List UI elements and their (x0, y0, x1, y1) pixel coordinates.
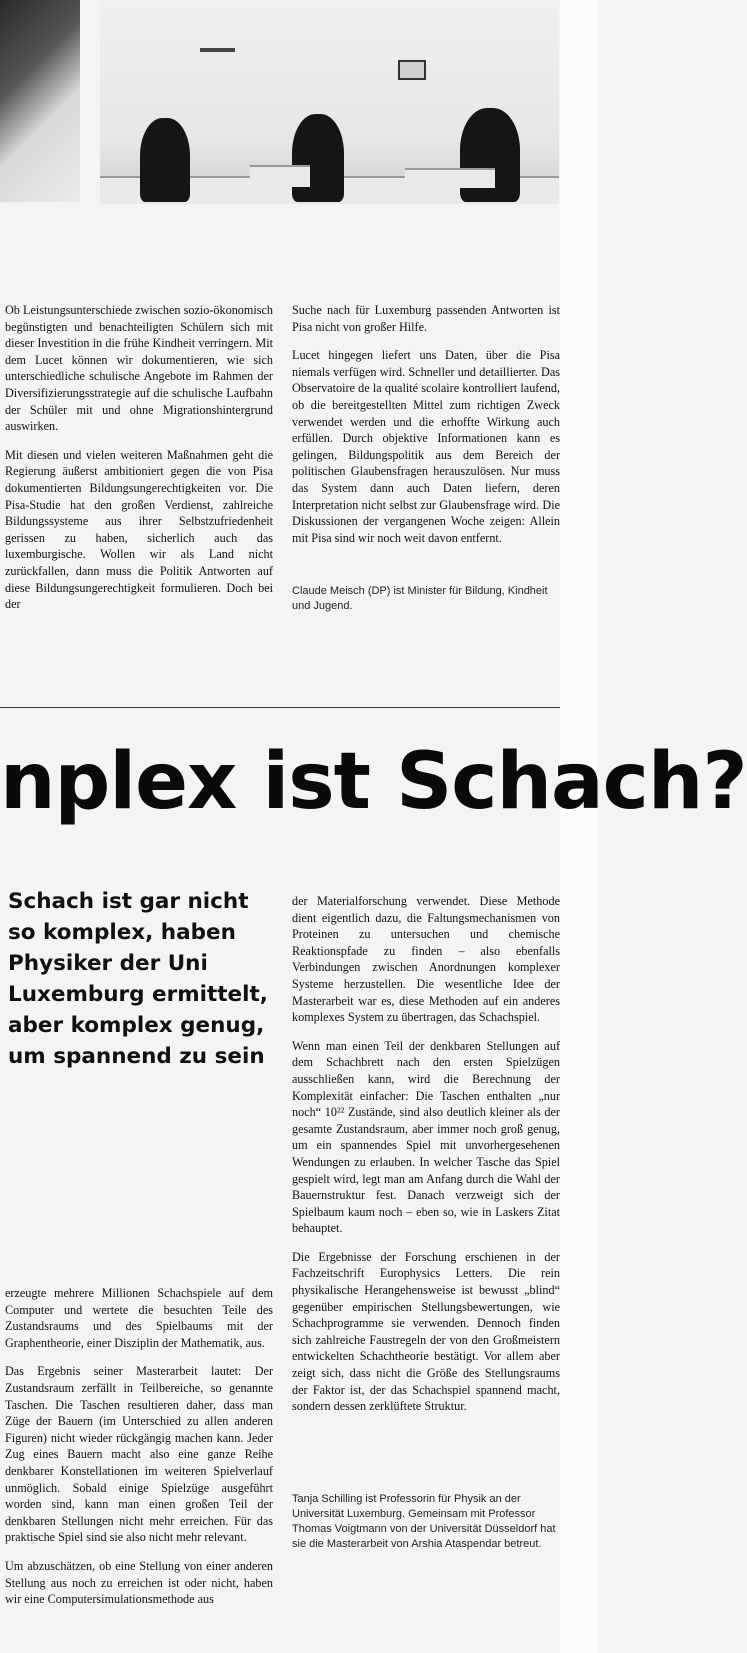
paragraph: Ob Leistungsunterschiede zwischen sozio-ökonomisch begünstigten und benachteiligten Schülern sich mit dieser Investition in die frühe Kindheit verringern. Mit dem Lucet können wir dokumentieren, wie sich unterschiedliche schulische Angebote im Rahmen der Diversifizierungsstrategie auf die schulische Laufbahn der Schüler mit und ohne Migrationshintergrund auswirken. (5, 303, 273, 434)
paragraph: Mit diesen und vielen weiteren Maßnahmen geht die Regierung äußerst ambitioniert gegen die von Pisa dokumentierten Bildungsungerechtigkeiten vor. Die Pisa-Studie hat den großen Verdienst, zahlreiche Bildungssysteme aus ihrer Selbstzufriedenheit gerissen zu haben, sicherlich auch das luxemburgische. Wollen wir als Land nicht zurückfallen, dann muss die Politik Antworten auf diese Bildungsungerechtigkeit formulieren. Doch bei der (5, 447, 273, 612)
bottom-left-column (5, 1285, 273, 1620)
top-left-column (5, 302, 273, 625)
bottom-right-column (292, 893, 560, 1427)
section-divider (0, 707, 560, 708)
paragraph: Wenn man einen Teil der denkbaren Stellungen auf dem Schachbrett nach den ersten Spielzügen ausschließen kann, wird die Berechnung der Komplexität einfacher: Die Taschen enthalten „nur noch“ 10²² Zustände, sind also deutlich kleiner als der gesamte Zustandsraum, aber immer noch groß genug, um ein spannendes Spiel mit unvorhergesehenen Wendungen zu erlauben. In welcher Tasche das Spiel gespielt wird, legt man am Anfang durch die Wahl der Bauernstruktur fest. Danach verzweigt sich der Spielbaum kaum noch – eben so, wie in Laskers Zitat behauptet. (292, 1038, 560, 1236)
classroom-photo (100, 0, 559, 202)
wall-sign (398, 60, 426, 80)
article-lead: Schach ist gar nicht so komplex, haben Physiker der Uni Luxemburg ermittelt, aber komplex genug, um spannend zu sein (8, 889, 268, 1069)
article-headline: nplex ist Schach? (0, 737, 747, 827)
top-right-column (292, 302, 560, 558)
paragraph: erzeugte mehrere Millionen Schachspiele auf dem Computer und wertete die besuchten Teile des Zustandsraums und des Spielbaums mit der Graphentheorie, einer Disziplin der Mathematik, aus. (5, 1286, 273, 1350)
paragraph: Lucet hingegen liefert uns Daten, über die Pisa niemals verfügen wird. Schneller und detaillierter. Das Observatoire de la qualité scolaire kontrolliert laufend, ob die bereitgestellten Mittel zum richtigen Zweck verwendet werden und die erhoffte Wirkung auch erfüllen. Durch objektive Informationen kann es gelingen, Bildungspolitik aus dem Bereich der politischen Glaubensfragen herauszulösen. Nur muss das System dann auch Daten liefern, deren Interpretation nicht selbst zur Glaubensfrage wird. Die Diskussionen der vergangenen Woche zeigen: Allein mit Pisa sind wir noch weit davon entfernt. (292, 348, 560, 545)
paragraph: Um abzuschätzen, ob eine Stellung von einer anderen Stellung aus noch zu erreichen ist oder nicht, haben wir eine Computersimulationsmethode aus (5, 1558, 273, 1607)
paragraph: Die Ergebnisse der Forschung erschienen in der Fachzeitschrift Europhysics Letters. Die rein physikalische Herangehensweise ist bewusst „blind“ gegenüber empirischen Stellungsbewertungen, wie Schachprogramme sie verwenden. Dennoch finden sich zahlreiche Faustregeln der von den Großmeistern entwickelten Schachtheorie bestätigt. Vor allem aber zeigt sich, dass nicht die Größe des Stellungsraums der Faktor ist, der das Schachspiel spannend macht, sondern dessen zerklüftete Struktur. (292, 1249, 560, 1414)
paragraph: Suche nach für Luxemburg passenden Antworten ist Pisa nicht von großer Hilfe. (292, 303, 560, 334)
author-note: Claude Meisch (DP) ist Minister für Bildung, Kindheit und Jugend. (292, 585, 548, 612)
author-note: Tanja Schilling ist Professorin für Physik an der Universität Luxemburg. Gemeinsam mit Professor Thomas Voigtmann von der Universität Düsseldorf hat sie die Masterarbeit von Arshia Ataspendar betreut. (292, 1493, 556, 1550)
photo-fragment (0, 0, 80, 202)
paragraph: Das Ergebnis seiner Masterarbeit lautet: Der Zustandsraum zerfällt in Teilbereiche, so genannte Taschen. Die Taschen resultieren daher, dass man Züge der Bauern (im Unterschied zu allen anderen Figuren) nicht wieder rückgängig machen kann. Jeder Zug eines Bauern macht also eine ganze Reihe denkbarer Konstellationen im weiteren Spielverlauf unmöglich. Sobald einige Spielzüge ausgeführt worden sind, kann man einen großen Teil der denkbaren Stellungen nicht mehr erreichen. Für das praktische Spiel sind sie also nicht mehr relevant. (5, 1364, 273, 1545)
paragraph: der Materialforschung verwendet. Diese Methode dient eigentlich dazu, die Faltungsmechanismen von Proteinen zu untersuchen und chemische Reaktionspfade zu finden – also ebenfalls Verbindungen zwischen Anordnungen komplexer Systeme herzustellen. Die wesentliche Idee der Masterarbeit war es, diese Methoden auf ein anderes komplexes System zu übertragen, das Schachspiel. (292, 894, 560, 1025)
